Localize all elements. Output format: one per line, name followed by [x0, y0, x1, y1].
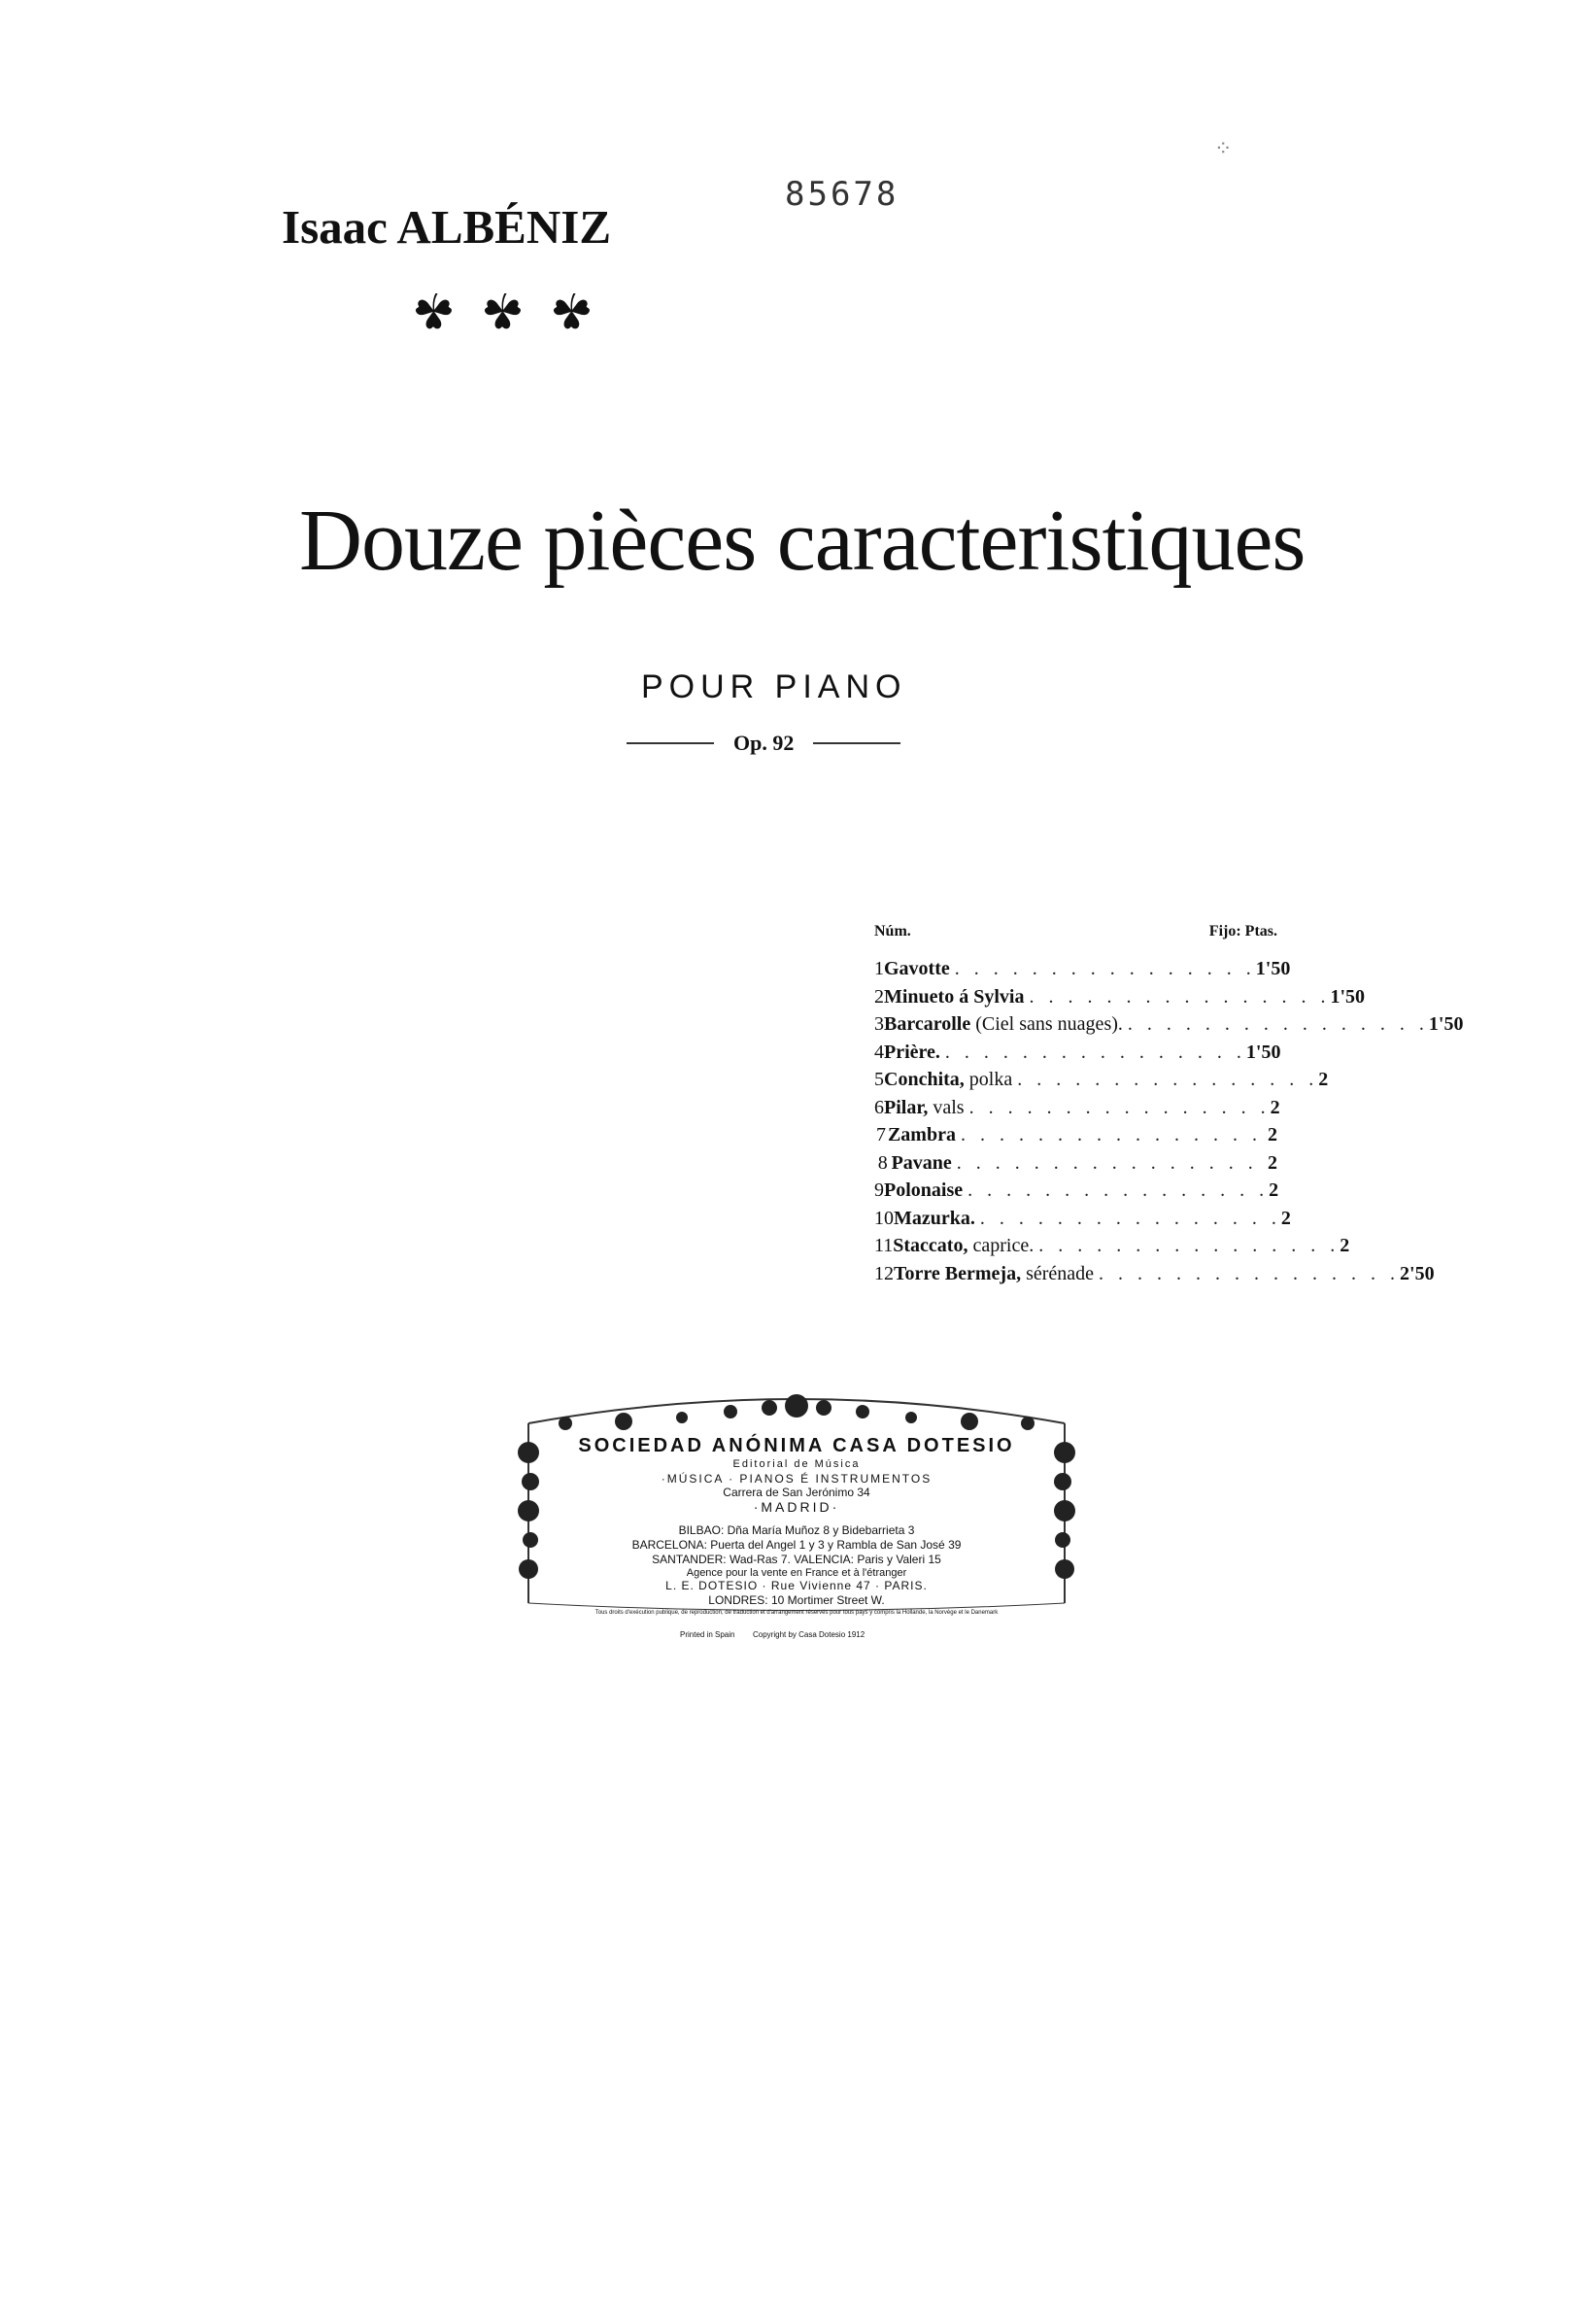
branch-london: LONDRES: 10 Mortimer Street W. [708, 1593, 885, 1607]
printed-in: Printed in Spain [680, 1630, 735, 1639]
toc-row [874, 1096, 1280, 1125]
publisher-subtitle: Editorial de Música [732, 1458, 861, 1470]
leader-dots: . . . . . . . . . . . . . . . . [1038, 1235, 1340, 1256]
toc-price: 2 [1268, 1151, 1277, 1174]
toc-number: 8 [877, 1151, 888, 1174]
branch-agency-note: Agence pour la vente en France et à l'étranger [686, 1567, 907, 1579]
publisher-address: Carrera de San Jerónimo 34 [723, 1486, 870, 1499]
piece-detail: polka [968, 1069, 1013, 1090]
toc-price: 2 [1269, 1179, 1279, 1201]
leader-dots: . . . . . . . . . . . . . . . . [1029, 985, 1331, 1008]
page-title: Douze pièces caracteristiques [299, 493, 1306, 589]
divider [627, 742, 714, 744]
toc-number: 6 [874, 1096, 884, 1118]
toc-row [874, 1069, 1329, 1097]
leader-dots: . . . . . . . . . . . . . . . . [1099, 1262, 1401, 1284]
composer-name: Isaac ALBÉNIZ [282, 200, 612, 254]
toc-row [874, 1152, 1277, 1180]
opus-number: Op. 92 [733, 731, 795, 755]
toc-number: 2 [874, 985, 884, 1008]
toc-number: 1 [874, 958, 884, 979]
toc-price: 2 [1340, 1235, 1350, 1256]
leader-dots: . . . . . . . . . . . . . . . . [944, 1041, 1246, 1063]
piece-name: Barcarolle [884, 1013, 971, 1035]
piece-name: Pavane [891, 1151, 952, 1174]
piece-detail: (Ciel sans nuages). [975, 1013, 1123, 1035]
toc-title [893, 1235, 1340, 1257]
toc-title [884, 958, 1256, 980]
toc-row [874, 1179, 1277, 1208]
branch-bilbao: BILBAO: Dña María Muñoz 8 y Bidebarrieta 3 [678, 1523, 915, 1537]
toc-row [874, 1262, 1435, 1291]
leader-dots: . . . . . . . . . . . . . . . . [968, 1096, 1271, 1118]
leader-dots: . . . . . . . . . . . . . . . . [1017, 1069, 1319, 1090]
toc-number: 9 [874, 1179, 884, 1201]
toc-title [888, 1124, 1262, 1146]
toc-number: 7 [875, 1124, 886, 1145]
toc-row [874, 1235, 1350, 1263]
piece-detail: caprice. [972, 1235, 1035, 1256]
piece-name: Prière. [884, 1041, 940, 1063]
corner-mark: ⁘ [1214, 136, 1233, 160]
leader-dots: . . . . . . . . . . . . . . . . [967, 1179, 1270, 1201]
branch-paris: L. E. DOTESIO · Rue Vivienne 47 · PARIS. [665, 1579, 928, 1592]
branch-barcelona: BARCELONA: Puerta del Angel 1 y 3 y Rambla de San José 39 [631, 1538, 962, 1552]
toc-rows [874, 958, 1464, 1290]
toc-number: 12 [874, 1262, 894, 1284]
branch-santander-valencia: SANTANDER: Wad-Ras 7. VALENCIA: Paris y Valeri 15 [652, 1553, 941, 1566]
ornament-row [387, 282, 593, 338]
leader-dots: . . . . . . . . . . . . . . . . [954, 958, 1256, 979]
toc-price-header: Fijo: Ptas. [1208, 923, 1277, 940]
catalog-stamp-number: 85678 [785, 175, 899, 214]
toc-number: 10 [874, 1207, 894, 1229]
toc-price: 1'50 [1428, 1013, 1464, 1035]
toc-title [892, 1152, 1258, 1175]
piece-name: Polonaise [884, 1179, 964, 1201]
toc-row [874, 958, 1291, 986]
ornament-icon: ☘ [524, 282, 594, 338]
toc-price: 2 [1280, 1207, 1291, 1229]
toc-title [894, 1263, 1400, 1285]
piece-name: Minueto á Sylvia [884, 985, 1025, 1008]
toc-row [874, 1207, 1291, 1236]
toc-number: 3 [874, 1013, 884, 1035]
piece-detail: vals [933, 1096, 965, 1118]
piece-name: Staccato, [893, 1235, 968, 1256]
divider [813, 742, 900, 744]
leader-dots: . . . . . . . . . . . . . . . . [956, 1151, 1258, 1174]
leader-dots: . . . . . . . . . . . . . . . . [1127, 1013, 1429, 1035]
toc-price: 2 [1270, 1096, 1280, 1118]
copyright-notice: Copyright by Casa Dotesio 1912 [753, 1630, 865, 1639]
toc-title [884, 986, 1330, 1008]
rights-notice: Tous droits d'exécution publique, de reproduction, de traduction et d'arrangement réservés pour tous pays y compris la Hollande, la Norvège et le Danemark [594, 1610, 999, 1616]
leader-dots: . . . . . . . . . . . . . . . . [979, 1207, 1281, 1229]
toc-number: 5 [874, 1069, 884, 1090]
toc-num-header: Núm. [874, 923, 911, 940]
toc-price: 1'50 [1245, 1041, 1281, 1063]
publisher-imprint [507, 1384, 1086, 1627]
piece-name: Torre Bermeja, [894, 1262, 1022, 1284]
ornament-icon: ☘ [455, 282, 525, 338]
piece-name: Conchita, [884, 1069, 965, 1090]
toc-row [874, 1041, 1281, 1070]
toc-price: 2 [1318, 1069, 1329, 1090]
piece-name: Gavotte [884, 958, 950, 979]
toc-row [874, 1013, 1464, 1042]
publisher-city: ·MADRID· [753, 1499, 840, 1515]
toc-price: 1'50 [1330, 985, 1366, 1008]
toc-price: 1'50 [1255, 958, 1291, 979]
subtitle: POUR PIANO [641, 668, 907, 705]
publisher-trade: ·MÚSICA · PIANOS É INSTRUMENTOS [661, 1472, 933, 1486]
toc-title [884, 1069, 1318, 1091]
opus-line [627, 731, 900, 756]
table-of-contents [874, 923, 1464, 1290]
toc-price: 2'50 [1400, 1262, 1435, 1284]
toc-number: 11 [874, 1235, 894, 1256]
toc-row [874, 985, 1366, 1014]
piece-name: Pilar, [884, 1096, 929, 1118]
piece-name: Mazurka. [894, 1207, 975, 1229]
toc-row [874, 1124, 1277, 1152]
piece-detail: sérénade [1026, 1262, 1095, 1284]
toc-price: 2 [1268, 1124, 1277, 1145]
leader-dots: . . . . . . . . . . . . . . . . [960, 1124, 1262, 1145]
toc-title [884, 1042, 1246, 1064]
toc-title [884, 1013, 1429, 1036]
toc-title [884, 1179, 1269, 1202]
piece-name: Zambra [887, 1124, 956, 1145]
publisher-name: SOCIEDAD ANÓNIMA CASA DOTESIO [578, 1435, 1015, 1456]
toc-header [874, 923, 1277, 940]
toc-title [894, 1208, 1281, 1230]
toc-title [884, 1097, 1271, 1119]
ornament-icon: ☘ [387, 282, 456, 338]
toc-number: 4 [874, 1041, 884, 1063]
